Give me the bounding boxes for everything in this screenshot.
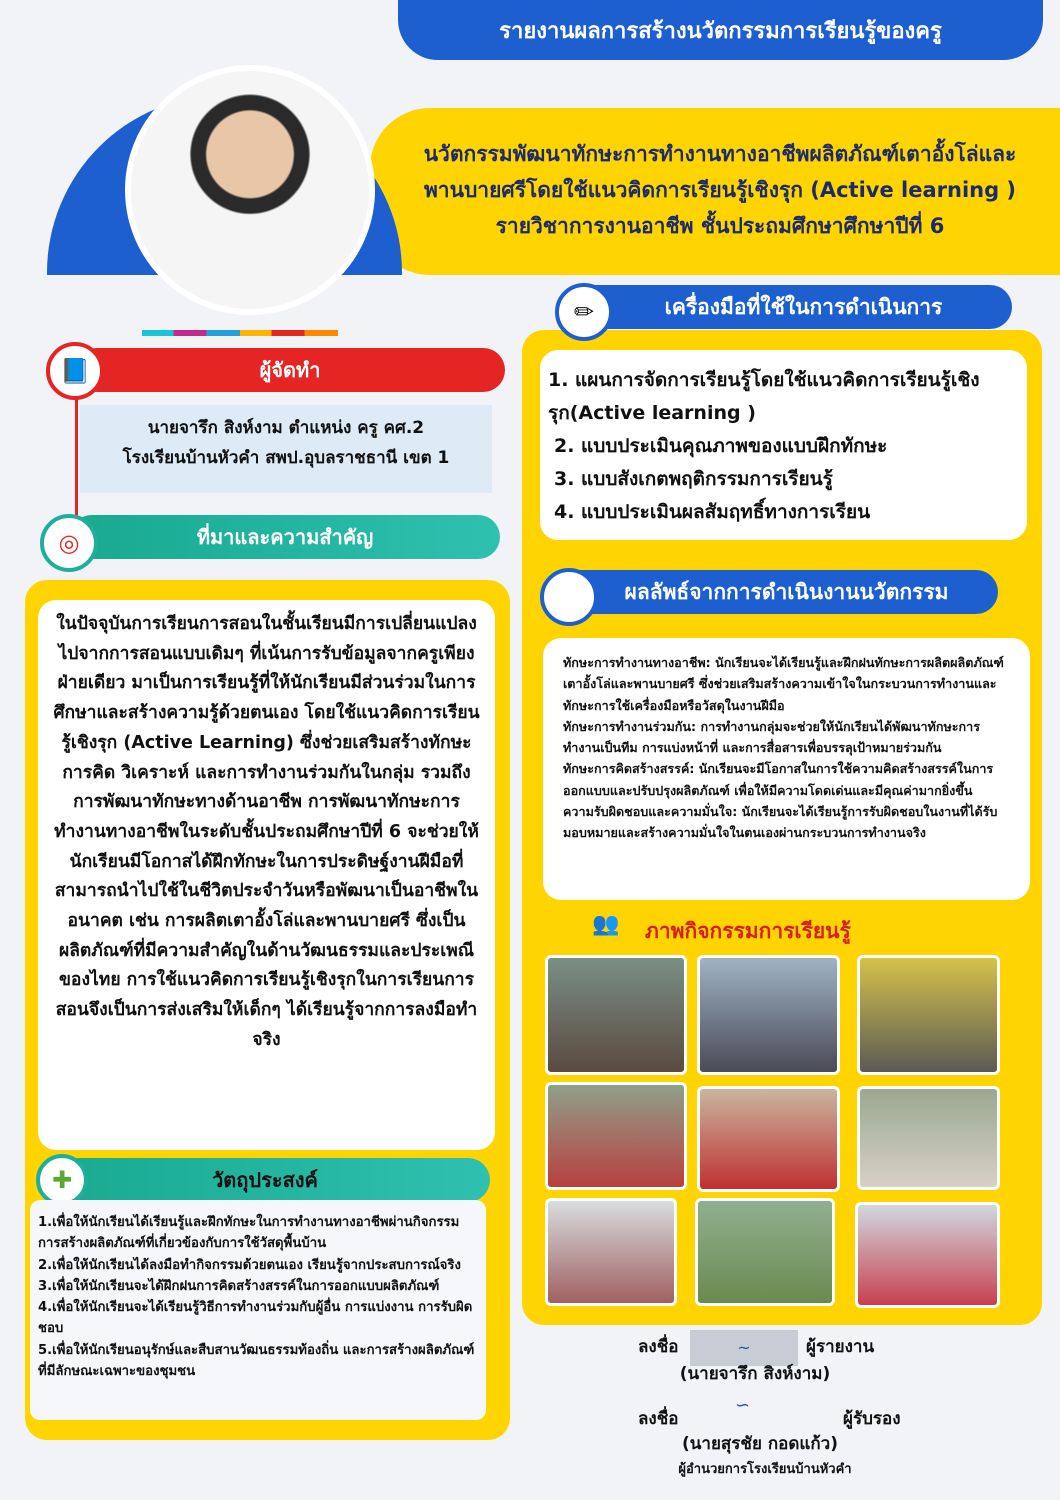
tool-item: 1. แผนการจัดการเรียนรู้โดยใช้แนวคิดการเรียนรู้เชิงรุก(Active learning ) — [548, 369, 980, 424]
objective-item: 2.เพื่อให้นักเรียนได้ลงมือทำกิจกรรมด้วยตนเอง เรียนรู้จากประสบการณ์จริง — [38, 1257, 461, 1273]
background-text: ในปัจจุบันการเรียนการสอนในชั้นเรียนมีการเปลี่ยนแปลงไปจากการสอนแบบเดิมๆ ที่เน้นการรับข้อมูลจากครูเพียงฝ่ายเดียว มาเป็นการเรียนรู้ที่ให้นักเรียนมีส่วนร่วมในการศึกษาและสร้างความรู้ด้วยตนเอง โดยใช้แนวคิดการเรียนรู้เชิงรุก (Active Learning) ซึ่งช่วยเสริมสร้างทักษะการคิด วิเคราะห์ และการทำงานร่วมกันในกลุ่ม รวมถึงการพัฒนาทักษะทางด้านอาชีพ การพัฒนาทักษะการทำงานทางอาชีพในระดับชั้นประถมศึกษาปีที่ 6 จะช่วยให้นักเรียนมีโอกาสได้ฝึกทักษะในการประดิษฐ์งานฝีมือที่สามารถนำไปใช้ในชีวิตประจำวันหรือพัฒนาเป็นอาชีพในอนาคต เช่น การผลิตเตาอั้งโล่และพานบายศรี ซึ่งเป็นผลิตภัณฑ์ที่มีความสำคัญในด้านวัฒนธรรมและประเพณีของไทย การใช้แนวคิดการเรียนรู้เชิงรุกในการเรียนการสอนจึงเป็นการส่งเสริมให้เด็กๆ ได้เรียนรู้จากการลงมือทำจริง — [53, 614, 480, 1050]
objectives-heading: วัตถุประสงค์ — [40, 1158, 490, 1202]
tools-heading: เครื่องมือที่ใช้ในการดำเนินการ — [565, 285, 1012, 329]
author-school: โรงเรียนบ้านหัวคำ สพป.อุบลราชธานี เขต 1 — [122, 448, 450, 468]
target-icon: ◎ — [40, 514, 98, 572]
author-heading: ผู้จัดทำ — [75, 348, 505, 392]
results-heading: ผลลัพธ์จากการดำเนินงานนวัตกรรม — [555, 570, 998, 614]
tool-item: 4. แบบประเมินผลสัมฤทธิ์ทางการเรียน — [554, 501, 871, 523]
tool-item: 3. แบบสังเกตพฤติกรรมการเรียนรู้ — [554, 468, 833, 490]
reporter-signature: ~ — [690, 1330, 798, 1366]
activity-photo — [855, 1202, 1000, 1308]
title-line: รายวิชาการงานอาชีพ ชั้นประถมศึกษาศึกษาปีที่ 6 — [495, 214, 945, 238]
result-item: ทักษะการคิดสร้างสรรค์: นักเรียนจะมีโอกาสในการใช้ความคิดสร้างสรรค์ในการออกแบบและปรับปรุงผลิตภัณฑ์ เพื่อให้มีความโดดเด่นและมีคุณค่ามากยิ่งขึ้น — [563, 761, 994, 798]
color-stripes — [142, 330, 338, 336]
objective-item: 3.เพื่อให้นักเรียนจะได้ฝึกฝนการคิดสร้างสรรค์ในการออกแบบผลิตภัณฑ์ — [38, 1278, 440, 1294]
certifier-role: ผู้รับรอง — [843, 1409, 901, 1429]
divider — [75, 380, 78, 520]
author-name: นายจารึก สิงห์งาม ตำแหน่ง ครู คศ.2 — [147, 418, 425, 438]
gallery-heading: ภาพกิจกรรมการเรียนรู้ — [645, 919, 851, 943]
tool-item: 2. แบบประเมินคุณภาพของแบบฝึกทักษะ — [554, 435, 888, 457]
poster-title: รายงานผลการสร้างนวัตกรรมการเรียนรู้ของครู — [398, 0, 1043, 60]
certifier-signature: ∽ — [735, 1395, 751, 1416]
activity-photo — [857, 955, 1000, 1075]
activity-photo — [697, 1086, 840, 1192]
objective-item: 5.เพื่อให้นักเรียนอนุรักษ์และสืบสานวัฒนธรรมท้องถิ่น และการสร้างผลิตภัณฑ์ที่มีลักษณะเฉพาะของชุมชน — [38, 1342, 475, 1380]
background-box — [38, 600, 495, 1150]
lightbulb-icon — [540, 568, 598, 626]
author-info — [80, 405, 492, 493]
title-line: นวัตกรรมพัฒนาทักษะการทำงานทางอาชีพผลิตภัณฑ์เตาอั้งโล่และ — [423, 142, 1017, 166]
activity-photo — [545, 1198, 677, 1306]
result-item: ทักษะการทำงานทางอาชีพ: นักเรียนจะได้เรียนรู้และฝึกฝนทักษะการผลิตผลิตภัณฑ์เตาอั้งโล่และพานบายศรี ซึ่งช่วยเสริมสร้างความเข้าใจในกระบวนการทำงานและทักษะการใช้เครื่องมือหรือวัสดุในงานฝีมือ — [563, 655, 1004, 713]
result-item: ความรับผิดชอบและความมั่นใจ: นักเรียนจะได้เรียนรู้การรับผิดชอบในงานที่ได้รับมอบหมายและสร้างความมั่นใจในตนเองผ่านกระบวนการทำงานจริง — [563, 804, 998, 841]
reporter-name: (นายจารึก สิงห์งาม) — [679, 1364, 831, 1384]
sign-label: ลงชื่อ — [638, 1337, 679, 1357]
tools-box — [540, 350, 1027, 540]
pencil-cup-icon: ✏ — [555, 283, 613, 341]
sign-label: ลงชื่อ — [638, 1409, 679, 1429]
activity-photo — [545, 955, 687, 1075]
title-line: พานบายศรีโดยใช้แนวคิดการเรียนรู้เชิงรุก (Active learning ) — [423, 178, 1017, 202]
objective-item: 4.เพื่อให้นักเรียนจะได้เรียนรู้วิธีการทำงานร่วมกับผู้อื่น การแบ่งงาน การรับผิดชอบ — [38, 1300, 473, 1337]
objectives-box — [30, 1200, 486, 1420]
objective-item: 1.เพื่อให้นักเรียนได้เรียนรู้และฝึกทักษะในการทำงานทางอาชีพผ่านกิจกรรมการสร้างผลิตภัณฑ์ที่เกี่ยวข้องกับการใช้วัสดุพื้นบ้าน — [38, 1215, 460, 1252]
background-heading: ที่มาและความสำคัญ — [70, 515, 500, 559]
students-icon: 👥 — [592, 912, 620, 937]
author-photo — [125, 65, 375, 315]
activity-photo — [857, 1086, 1000, 1190]
activity-photo — [697, 955, 840, 1075]
innovation-title — [400, 136, 1040, 244]
notebook-icon: 📘 — [46, 342, 104, 400]
certifier-name: (นายสุรชัย กอดแก้ว) — [682, 1434, 838, 1454]
activity-photo — [695, 1198, 835, 1306]
results-box — [543, 638, 1030, 900]
reporter-role: ผู้รายงาน — [806, 1337, 875, 1357]
activity-photo — [545, 1082, 687, 1190]
certifier-position: ผู้อำนวยการโรงเรียนบ้านหัวคำ — [678, 1462, 852, 1477]
result-item: ทักษะการทำงานร่วมกัน: การทำงานกลุ่มจะช่วยให้นักเรียนได้พัฒนาทักษะการทำงานเป็นทีม การแบ่งหน้าที่ และการสื่อสารเพื่อบรรลุเป้าหมายร่วมกัน — [563, 718, 980, 756]
puzzle-icon: ✚ — [36, 1154, 88, 1206]
